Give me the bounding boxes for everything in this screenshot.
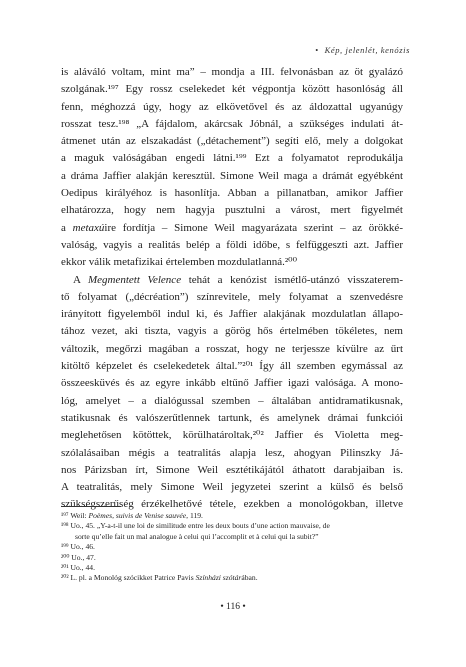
footnote: ²⁰¹ Uo., 44.: [61, 563, 95, 573]
footnote: ²⁰⁰ Uo., 47.: [61, 552, 96, 562]
body-line: változik, megőrzi magában a rosszat, hogy ne terjessze kívülre az űrt: [61, 342, 403, 355]
body-line: kitöltő képzelet és cselekedetek által.”²⁰¹ Így áll szemben egymással az: [61, 360, 403, 373]
footnote: ²⁰² L. pl. a Monológ szócikket Patrice Pavis Színházi szótárában.: [61, 573, 258, 583]
footnote: ¹⁹⁷ Weil: Poèmes, suivis de Venise sauvée, 119.: [61, 511, 203, 520]
page-number: • 116 •: [220, 602, 246, 612]
footnote: sorte qu’elle fait un mal analogue à celui qui l’accomplit et à celui qui la subit?”: [75, 531, 319, 541]
body-line: szolgának.¹⁹⁷ Egy rossz cselekedet két végpontja között hasonlóság áll: [61, 83, 403, 96]
footnotes: [61, 511, 403, 584]
body-line: is aláváló voltam, mint ma” – mondja a III. felvonásban az öt gyalázó: [61, 66, 403, 78]
body-line: összeesküvés és az egyre inkább eltűnő Jaffier igazi valósága. A mono-: [61, 377, 403, 390]
body-line: átmenet után az elszakadást („détachement”) segíti elő, mely a dolgokat: [61, 135, 403, 148]
footnote-separator: [61, 506, 121, 507]
body-line: szólalásaiban mégis a teatralitás alapja lesz, ahogyan Pilinszky Já-: [61, 446, 403, 459]
body-line: A teatralitás, mely Simone Weil jegyzetei szerint a külső és belső: [61, 481, 403, 494]
body-line: a maguk valóságában engedi látni.¹⁹⁹ Ezt a folyamatot reprodukálja: [61, 152, 403, 165]
running-head-bullet: •: [315, 45, 319, 55]
body-line: A Megmentett Velence tehát a kenózist ismétlő-utánzó visszaterem-: [73, 273, 403, 286]
body-line: szükségszerűség érzékelhetővé tétele, ezekben a monológokban, illetve: [61, 498, 403, 511]
body-line: ekkor válik metafizikai értelemben mozdulatlanná.²⁰⁰: [61, 256, 297, 269]
body-line: valóság, vagyis a realitás belép a földi időbe, s felfüggeszti azt. Jaffier: [61, 238, 403, 251]
body-text: [61, 64, 403, 514]
body-line: meglehetősen kötöttek, körülhatároltak,²⁰² Jaffier és Violetta meg-: [61, 429, 403, 442]
body-line: fenn, méghozzá úgy, hogy az elkövetővel és az áldozattal ugyanúgy: [61, 100, 403, 113]
body-line: nos Párizsban írt, Simone Weil esztétikájától áthatott darabjaiban is.: [61, 463, 403, 476]
body-line: a dráma Jaffier alakján keresztül. Simone Weil maga a drámát egyébként: [61, 169, 403, 182]
body-line: a metaxúire fordítja – Simone Weil magyarázata szerint – az örökké-: [61, 221, 403, 234]
body-line: lóg, amelyet – a dialógussal szemben – általában antidramatikusnak,: [61, 394, 403, 407]
running-head-title: Kép, jelenlét, kenózis: [324, 45, 410, 55]
body-line: rosszat tesz.¹⁹⁸ „A fájdalom, akárcsak Jóbnál, a szükséges indulati át-: [61, 117, 403, 130]
footnote: ¹⁹⁸ Uo., 45. „Y-a-t-il une loi de similitude entre les deux bouts d’une action mauvaise, de: [61, 521, 330, 531]
body-line: tához vezet, aki tiszta, vagyis a görög hős értelmében tökéletes, nem: [61, 325, 403, 338]
body-line: statikusnak és valószerűtlennek tartunk, és amelynek drámai funkciói: [61, 411, 403, 424]
footnote: ¹⁹⁹ Uo., 46.: [61, 542, 95, 552]
body-line: irányított figyelemből indul ki, és Jaffier alakjának mozdulatlan állapo-: [61, 308, 403, 321]
body-line: elhatározza, hogy nem hagyja pusztulni a várost, mert figyelmét: [61, 204, 403, 217]
running-head: [315, 45, 410, 55]
body-line: tő folyamat („décréation”) színrevitele, mely folyamat a szenvedésre: [61, 290, 403, 303]
body-line: Oedipus királyéhoz is hasonlítja. Abban a pillanatban, amikor Jaffier: [61, 187, 403, 200]
